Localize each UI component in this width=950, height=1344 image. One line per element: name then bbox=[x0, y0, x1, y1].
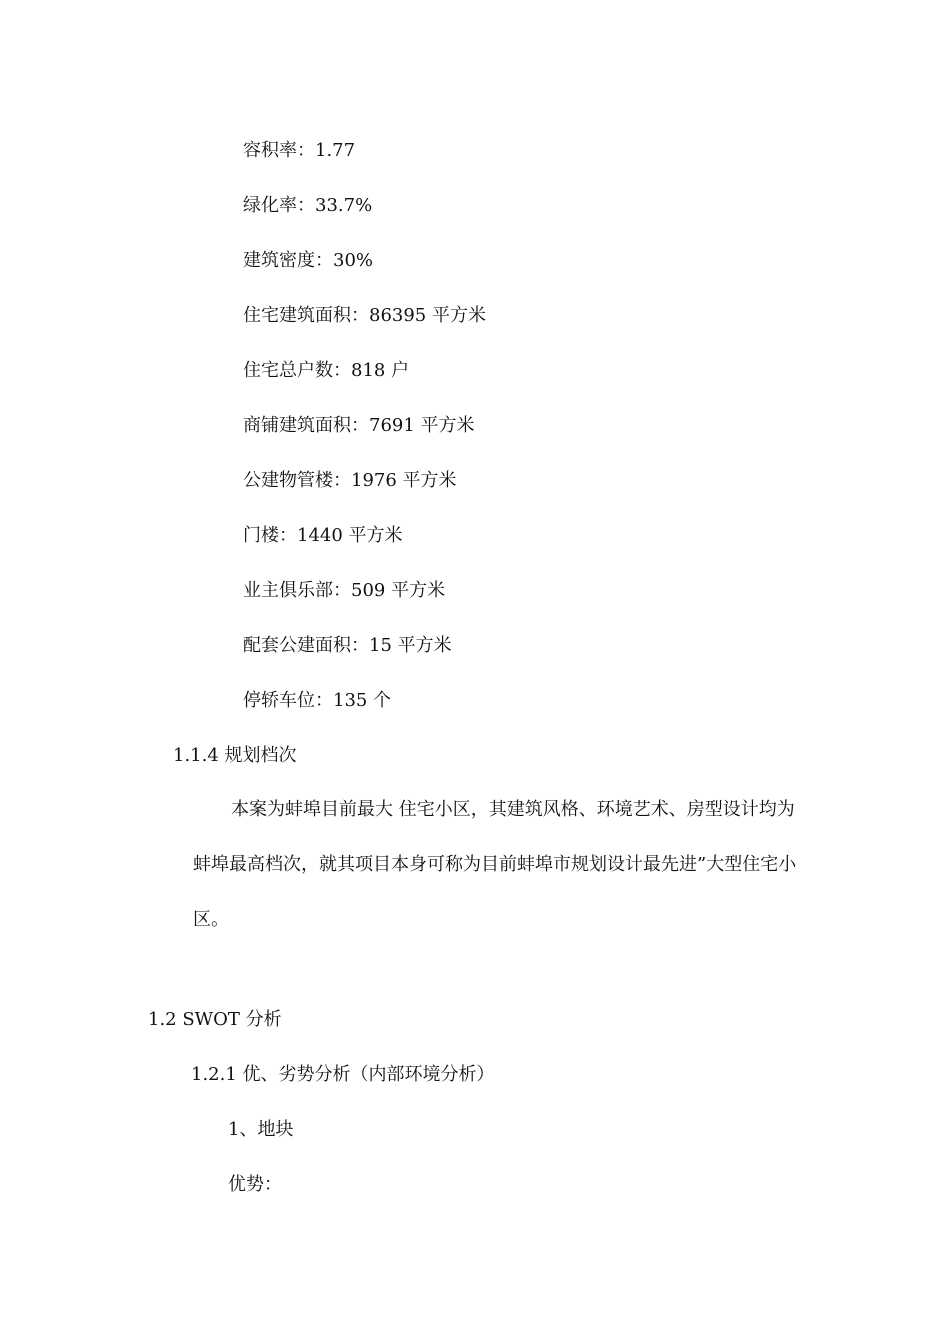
stat-greening-rate: 绿化率：33.7% bbox=[243, 195, 373, 216]
stat-plot-ratio: 容积率：1.77 bbox=[243, 140, 356, 161]
stat-parking-spaces: 停轿车位：135 个 bbox=[243, 690, 392, 711]
stat-residential-area: 住宅建筑面积：86395 平方米 bbox=[243, 305, 486, 326]
stat-building-density: 建筑密度：30% bbox=[243, 250, 374, 271]
stat-shop-area: 商铺建筑面积：7691 平方米 bbox=[243, 415, 475, 436]
stat-household-count: 住宅总户数：818 户 bbox=[243, 360, 410, 381]
paragraph-line: 蚌埠最高档次，就其项目本身可称为目前蚌埠市规划设计最先进”大型住宅小 bbox=[193, 854, 797, 875]
section-heading-planning-grade: 1.1.4 规划档次 bbox=[173, 745, 297, 766]
list-item-land-plot: 1、地块 bbox=[228, 1119, 294, 1140]
stat-property-building: 公建物管楼：1976 平方米 bbox=[243, 470, 457, 491]
section-heading-swot: 1.2 SWOT 分析 bbox=[148, 1009, 282, 1030]
stat-owners-club: 业主俱乐部：509 平方米 bbox=[243, 580, 446, 601]
paragraph-line: 区。 bbox=[193, 909, 229, 930]
stat-public-facilities: 配套公建面积：15 平方米 bbox=[243, 635, 452, 656]
stat-gate-building: 门楼：1440 平方米 bbox=[243, 525, 403, 546]
paragraph-line: 本案为蚌埠目前最大 住宅小区，其建筑风格、环境艺术、房型设计均为 bbox=[231, 799, 795, 820]
subsection-heading-internal-analysis: 1.2.1 优、劣势分析（内部环境分析） bbox=[191, 1064, 495, 1085]
advantage-label: 优势： bbox=[228, 1174, 282, 1195]
